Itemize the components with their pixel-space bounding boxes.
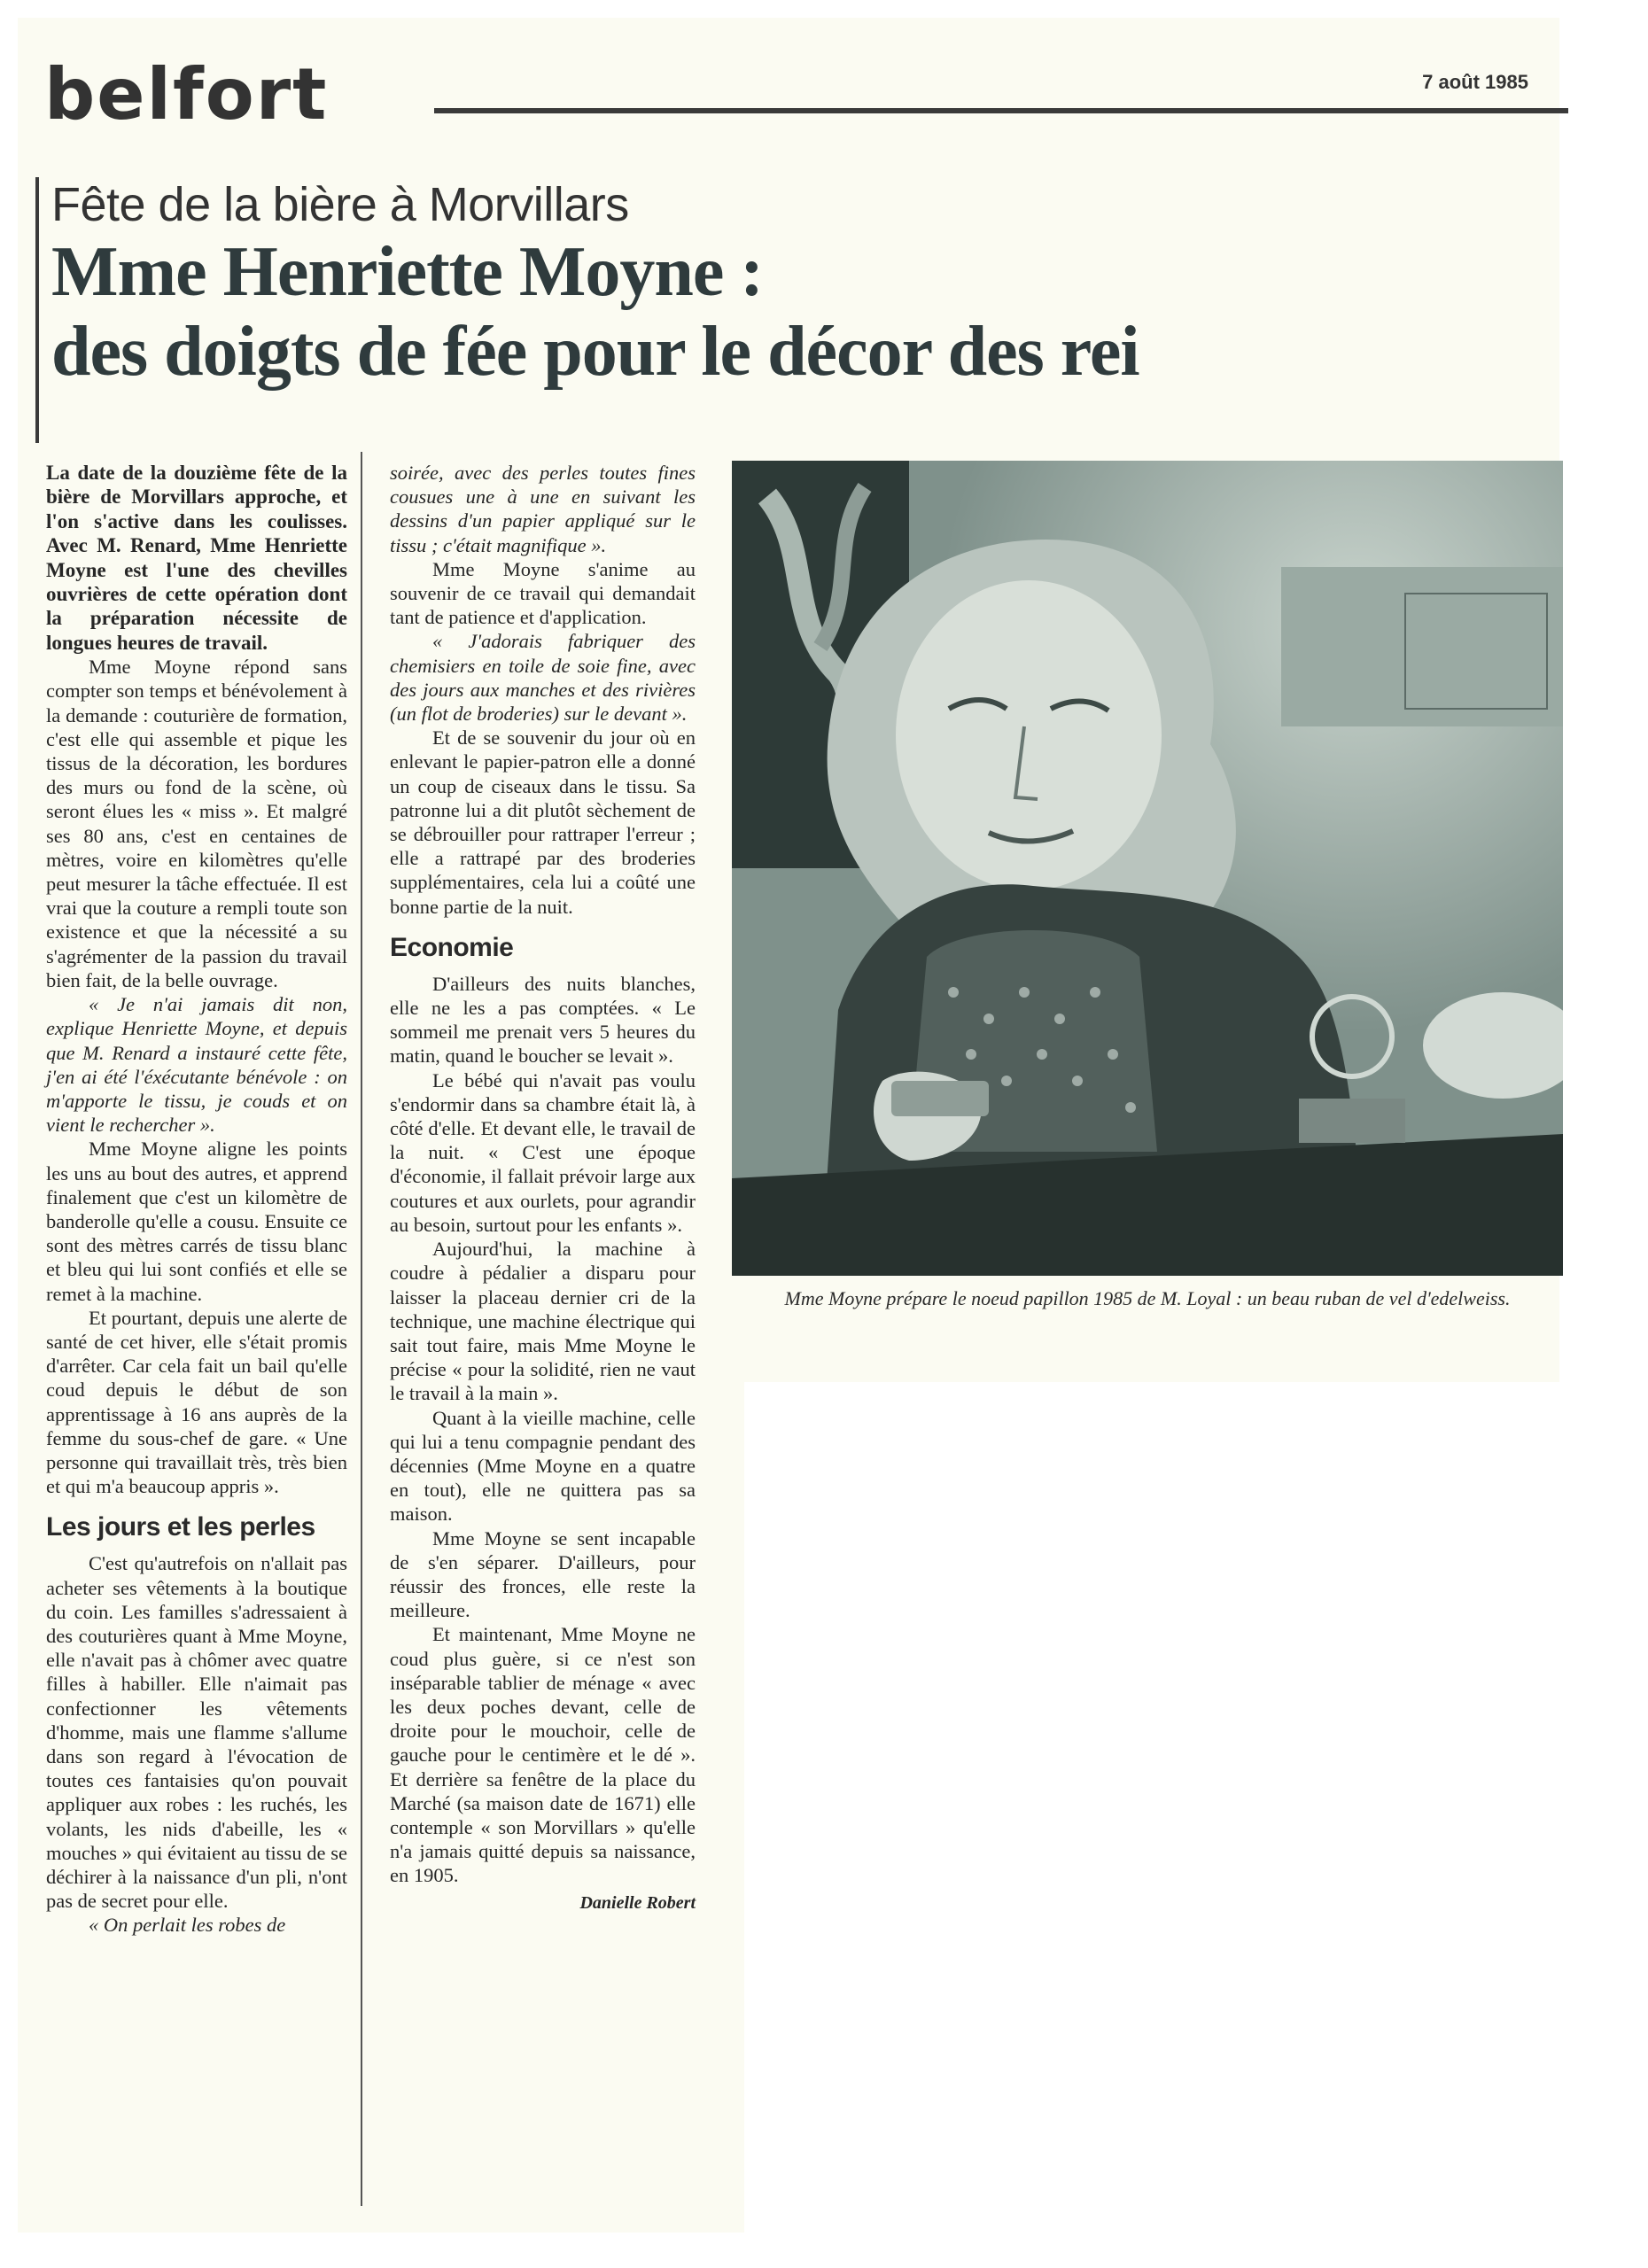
column-rule bbox=[361, 452, 362, 2206]
paragraph: Et pourtant, depuis une alerte de santé de cet hiver, elle s'était promis d'arrêter. Car cela fait un bail qu'elle coud depuis le début de son apprentissage à 16 ans auprès de la femme du sous-chef de gare. « Une personne qui travaillait très, très bien et qui m'a beaucoup appris ». bbox=[46, 1306, 347, 1498]
masthead-rule bbox=[434, 108, 1568, 113]
paragraph: Mme Moyne aligne les points les uns au bout des autres, et apprend finalement que c'est un kilomètre de banderolle qu'elle a cousu. Ensuite ce sont des mètres carrés de tissu blanc et bleu qui lui sont confiés et elle se remet à la machine. bbox=[46, 1138, 347, 1305]
photo-illustration bbox=[732, 461, 1563, 1276]
paragraph: Mme Moyne se sent incapable de s'en séparer. D'ailleurs, pour réussir des fronces, elle reste la meilleure. bbox=[390, 1526, 696, 1622]
byline: Danielle Robert bbox=[579, 1892, 696, 1913]
paragraph: D'ailleurs des nuits blanches, elle ne les a pas comptées. « Le sommeil me prenait vers 5 heures du matin, quand le boucher se levait ». bbox=[390, 972, 696, 1068]
portrait-photo bbox=[732, 461, 1563, 1276]
article-column-1 bbox=[46, 461, 347, 1938]
paragraph: Le bébé qui n'avait pas voulu s'endormir dans sa chambre était là, à côté d'elle. Et devant elle, le travail de la nuit. « C'est une époque d'économie, il fallait prévoir large aux coutures et aux ourlets, pour agrandir au besoin, surtout pour les enfants ». bbox=[390, 1068, 696, 1236]
article-column-2-top bbox=[390, 461, 696, 1915]
paragraph: Aujourd'hui, la machine à coudre à pédalier a disparu pour laisser la placeau dernier cri de la technique, une machine électrique qui sait tout faire, mais Mme Moyne le précise « pour la solidité, rien ne vaut le travail à la main ». bbox=[390, 1238, 696, 1405]
headline-line-1: Mme Henriette Moyne : bbox=[51, 233, 764, 311]
headline-line-2: des doigts de fée pour le décor des rei bbox=[51, 313, 1139, 391]
quote-paragraph: « On perlait les robes de bbox=[89, 1914, 286, 1937]
quote-paragraph: « J'adorais fabriquer des chemisiers en toile de soie fine, avec des jours aux manches et des rivières (un flot de broderies) sur le devant ». bbox=[390, 630, 696, 726]
kicker: Fête de la bière à Morvillars bbox=[51, 178, 629, 231]
paragraph: C'est qu'autrefois on n'allait pas acheter ses vêtements à la boutique du coin. Les familles s'adressaient à des couturières quant à Mme Moyne, elle n'avait pas à chômer avec quatre filles à habiller. Elle n'aimait pas confectionner les vêtements d'homme, mais une flamme s'allume dans son regard à l'évocation de toutes ces fantaisies qu'on pouvait appliquer aux robes : les ruchés, les volants, les nids d'abeille, les « mouches » qui évitaient au tissu de se déchirer à la naissance d'un pli, n'ont pas de secret pour elle. bbox=[46, 1552, 347, 1913]
paragraph: Mme Moyne s'anime au souvenir de ce travail qui demandait tant de patience et d'application. bbox=[390, 557, 696, 629]
publication-date: 7 août 1985 bbox=[1422, 71, 1528, 93]
paragraph: Mme Moyne répond sans compter son temps et bénévolement à la demande : couturière de formation, c'est elle qui assemble et pique les tissus de la décoration, les bordures des murs ou fond de la scène, où seront élues les « miss ». Et malgré ses 80 ans, c'est en centaines de mètres, voire en kilomètres qu'elle peut mesurer la tâche effectuée. Il est vrai que la couture a rempli toute son existence et que la nécessité a su s'agrémenter de la passion du travail bien fait, de la belle ouvrage. bbox=[46, 656, 347, 991]
section-rubric: belfort bbox=[44, 53, 329, 136]
blank-area bbox=[744, 1382, 1586, 2268]
subheading: Les jours et les perles bbox=[46, 1512, 315, 1542]
quote-paragraph: « Je n'ai jamais dit non, explique Henriette Moyne, et depuis que M. Renard a instauré cette fête, j'en ai été l'éxécutante bénévole : on m'apporte le tissu, je couds et on vient le rechercher ». bbox=[46, 993, 347, 1137]
lead-paragraph: La date de la douzième fête de la bière de Morvillars approche, et l'on s'active dans les coulisses. Avec M. Renard, Mme Henriette Moyne est l'une des chevilles ouvrières de cette opération dont la préparation nécessite de longues heures de travail. bbox=[46, 462, 347, 654]
quote-paragraph: soirée, avec des perles toutes fines cousues une à une en suivant les dessins d'un papier appliqué sur le tissu ; c'était magnifique ». bbox=[390, 462, 696, 556]
subheading: Economie bbox=[390, 932, 514, 962]
paragraph: Et maintenant, Mme Moyne ne coud plus guère, si ce n'est son inséparable tablier de ménage « avec les deux poches devant, celle de droite pour le mouchoir, celle de gauche pour le centimère et le dé ». Et derrière sa fenêtre de la place du Marché (sa maison date de 1671) elle contemple « son Morvillars » qu'elle n'a jamais quitté depuis sa naissance, en 1905. bbox=[390, 1623, 696, 1887]
photo-caption: Mme Moyne prépare le noeud papillon 1985 de M. Loyal : un beau ruban de vel d'edelweiss. bbox=[784, 1287, 1511, 1309]
title-block bbox=[35, 177, 1575, 443]
masthead bbox=[27, 35, 1559, 151]
paragraph: Quant à la vieille machine, celle qui lui a tenu compagnie pendant des décennies (Mme Moyne en a quatre en tout), elle ne quittera pas sa maison. bbox=[390, 1406, 696, 1526]
paragraph: Et de se souvenir du jour où en enlevant le papier-patron elle a donné un coup de ciseaux dans le tissu. Sa patronne lui a dit plutôt sèchement de se débrouiller pour rattraper l'erreur ; elle a rattrapé par des broderies supplémentaires, cela lui a coûté une bonne partie de la nuit. bbox=[390, 726, 696, 918]
